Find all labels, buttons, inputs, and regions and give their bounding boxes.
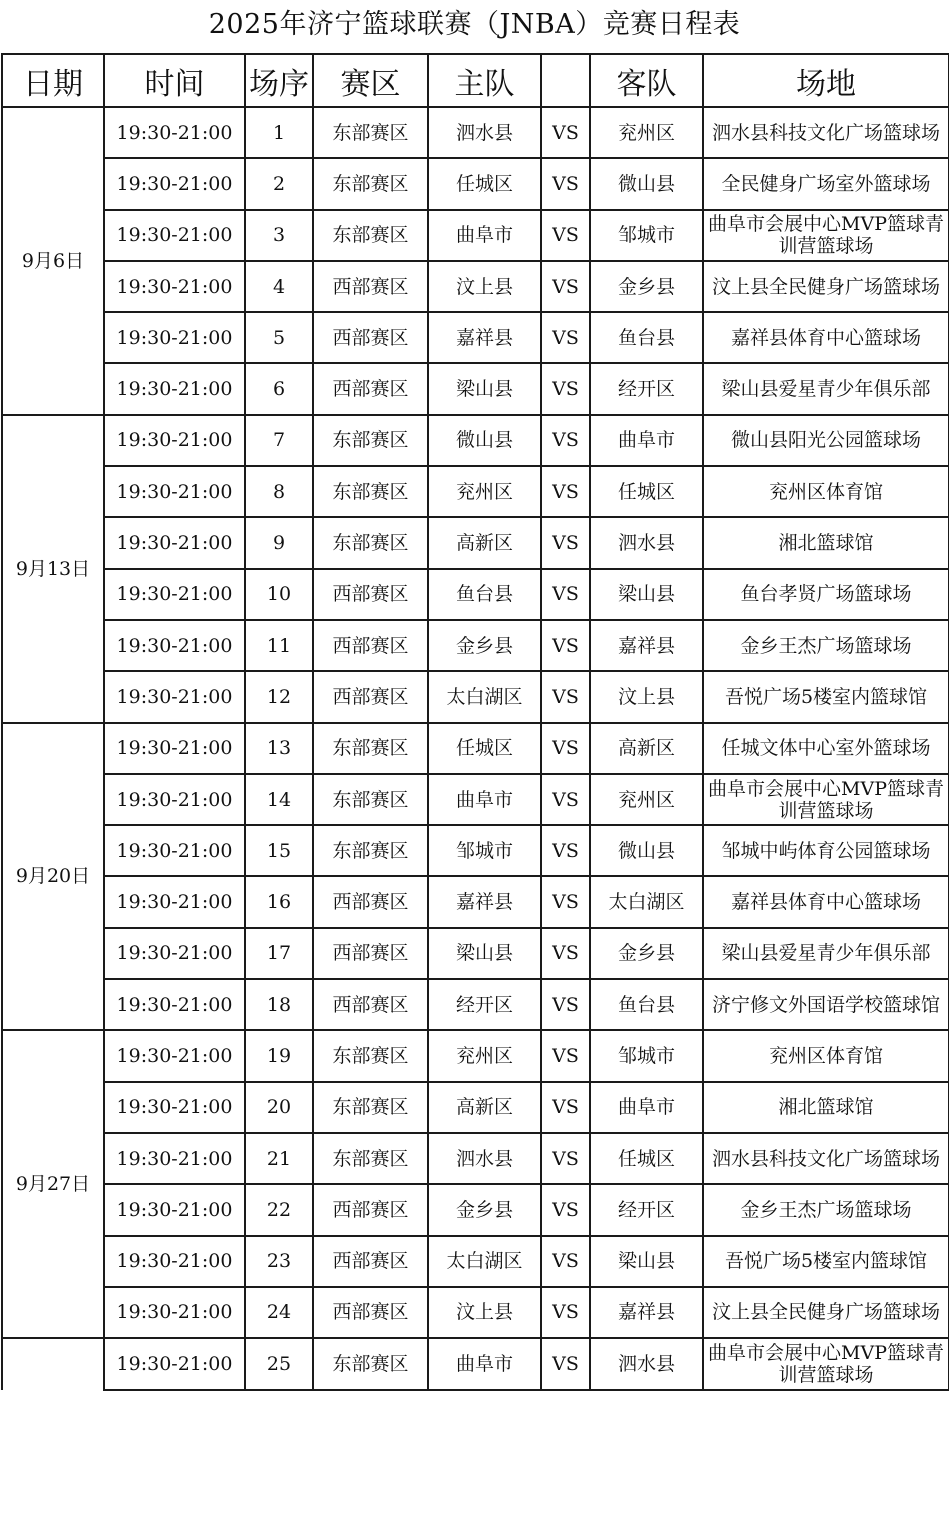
match-time: 19:30-21:00: [104, 1338, 245, 1390]
venue: 汶上县全民健身广场篮球场: [703, 1287, 949, 1338]
table-row: [2, 1030, 949, 1081]
away-team: 任城区: [590, 1133, 703, 1184]
header-home: 主队: [428, 54, 541, 107]
match-number: 21: [245, 1133, 313, 1184]
table-row: [2, 825, 949, 876]
match-zone: 西部赛区: [313, 671, 428, 722]
home-team: 邹城市: [428, 825, 541, 876]
match-number: 4: [245, 261, 313, 312]
away-team: 金乡县: [590, 928, 703, 979]
home-team: 梁山县: [428, 363, 541, 414]
home-team: 太白湖区: [428, 671, 541, 722]
match-zone: 东部赛区: [313, 517, 428, 568]
match-number: 6: [245, 363, 313, 414]
away-team: 汶上县: [590, 671, 703, 722]
match-number: 18: [245, 979, 313, 1030]
table-row: [2, 261, 949, 312]
vs-label: VS: [541, 1184, 590, 1235]
table-row: [2, 1082, 949, 1133]
match-zone: 西部赛区: [313, 620, 428, 671]
match-number: 3: [245, 210, 313, 261]
table-row: [2, 928, 949, 979]
away-team: 太白湖区: [590, 876, 703, 927]
match-zone: 东部赛区: [313, 774, 428, 825]
away-team: 梁山县: [590, 1236, 703, 1287]
match-number: 25: [245, 1338, 313, 1390]
home-team: 曲阜市: [428, 774, 541, 825]
table-row: [2, 107, 949, 158]
home-team: 经开区: [428, 979, 541, 1030]
home-team: 泗水县: [428, 107, 541, 158]
vs-label: VS: [541, 517, 590, 568]
away-team: 曲阜市: [590, 415, 703, 466]
venue: 泗水县科技文化广场篮球场: [703, 1133, 949, 1184]
match-zone: 西部赛区: [313, 1287, 428, 1338]
away-team: 鱼台县: [590, 312, 703, 363]
vs-label: VS: [541, 1082, 590, 1133]
table-row: [2, 312, 949, 363]
venue: 金乡王杰广场篮球场: [703, 620, 949, 671]
venue: 泗水县科技文化广场篮球场: [703, 107, 949, 158]
vs-label: VS: [541, 620, 590, 671]
home-team: 金乡县: [428, 620, 541, 671]
home-team: 鱼台县: [428, 569, 541, 620]
table-row: [2, 210, 949, 261]
vs-label: VS: [541, 415, 590, 466]
venue: 湘北篮球馆: [703, 517, 949, 568]
home-team: 曲阜市: [428, 210, 541, 261]
away-team: 曲阜市: [590, 1082, 703, 1133]
match-zone: 西部赛区: [313, 261, 428, 312]
away-team: 任城区: [590, 466, 703, 517]
table-row: [2, 158, 949, 209]
match-date: 9月27日: [2, 1030, 104, 1338]
table-row: [2, 979, 949, 1030]
header-zone: 赛区: [313, 54, 428, 107]
match-zone: 东部赛区: [313, 466, 428, 517]
away-team: 梁山县: [590, 569, 703, 620]
vs-label: VS: [541, 107, 590, 158]
home-team: 泗水县: [428, 1133, 541, 1184]
away-team: 嘉祥县: [590, 1287, 703, 1338]
match-time: 19:30-21:00: [104, 569, 245, 620]
match-number: 9: [245, 517, 313, 568]
vs-label: VS: [541, 928, 590, 979]
schedule-body: [2, 107, 949, 1390]
vs-label: VS: [541, 466, 590, 517]
match-number: 15: [245, 825, 313, 876]
schedule-table: [1, 53, 949, 1391]
match-zone: 东部赛区: [313, 158, 428, 209]
match-date: [2, 1338, 104, 1390]
venue: 嘉祥县体育中心篮球场: [703, 876, 949, 927]
match-zone: 西部赛区: [313, 876, 428, 927]
away-team: 高新区: [590, 723, 703, 774]
venue: 梁山县爱星青少年俱乐部: [703, 928, 949, 979]
home-team: 汶上县: [428, 261, 541, 312]
vs-label: VS: [541, 158, 590, 209]
table-row: [2, 363, 949, 414]
header-venue: 场地: [703, 54, 949, 107]
vs-label: VS: [541, 569, 590, 620]
venue: 济宁修文外国语学校篮球馆: [703, 979, 949, 1030]
table-row: [2, 774, 949, 825]
match-time: 19:30-21:00: [104, 723, 245, 774]
match-time: 19:30-21:00: [104, 415, 245, 466]
venue: 曲阜市会展中心MVP篮球青训营篮球场: [703, 210, 949, 261]
away-team: 兖州区: [590, 774, 703, 825]
match-zone: 东部赛区: [313, 107, 428, 158]
home-team: 任城区: [428, 158, 541, 209]
venue: 鱼台孝贤广场篮球场: [703, 569, 949, 620]
away-team: 微山县: [590, 158, 703, 209]
table-row: [2, 517, 949, 568]
match-zone: 西部赛区: [313, 1236, 428, 1287]
match-zone: 东部赛区: [313, 1030, 428, 1081]
match-zone: 东部赛区: [313, 1133, 428, 1184]
venue: 湘北篮球馆: [703, 1082, 949, 1133]
venue: 曲阜市会展中心MVP篮球青训营篮球场: [703, 1338, 949, 1390]
match-time: 19:30-21:00: [104, 671, 245, 722]
venue: 曲阜市会展中心MVP篮球青训营篮球场: [703, 774, 949, 825]
match-zone: 西部赛区: [313, 569, 428, 620]
venue: 兖州区体育馆: [703, 466, 949, 517]
home-team: 嘉祥县: [428, 876, 541, 927]
home-team: 微山县: [428, 415, 541, 466]
venue: 吾悦广场5楼室内篮球馆: [703, 671, 949, 722]
table-row: [2, 415, 949, 466]
table-row: [2, 620, 949, 671]
match-number: 16: [245, 876, 313, 927]
page-title: 2025年济宁篮球联赛（JNBA）竞赛日程表: [208, 9, 741, 40]
vs-label: VS: [541, 1338, 590, 1390]
match-number: 5: [245, 312, 313, 363]
match-zone: 东部赛区: [313, 1082, 428, 1133]
match-zone: 西部赛区: [313, 363, 428, 414]
match-time: 19:30-21:00: [104, 825, 245, 876]
page-blank-area: [0, 1440, 949, 1533]
away-team: 经开区: [590, 363, 703, 414]
vs-label: VS: [541, 723, 590, 774]
table-row: [2, 723, 949, 774]
header-time: 时间: [104, 54, 245, 107]
match-number: 11: [245, 620, 313, 671]
match-zone: 东部赛区: [313, 415, 428, 466]
match-time: 19:30-21:00: [104, 1133, 245, 1184]
venue: 梁山县爱星青少年俱乐部: [703, 363, 949, 414]
match-time: 19:30-21:00: [104, 774, 245, 825]
vs-label: VS: [541, 671, 590, 722]
vs-label: VS: [541, 876, 590, 927]
match-number: 10: [245, 569, 313, 620]
home-team: 高新区: [428, 1082, 541, 1133]
match-zone: 西部赛区: [313, 312, 428, 363]
match-number: 1: [245, 107, 313, 158]
vs-label: VS: [541, 1287, 590, 1338]
away-team: 经开区: [590, 1184, 703, 1235]
away-team: 嘉祥县: [590, 620, 703, 671]
match-time: 19:30-21:00: [104, 1082, 245, 1133]
match-time: 19:30-21:00: [104, 1236, 245, 1287]
match-zone: 东部赛区: [313, 723, 428, 774]
venue: 任城文体中心室外篮球场: [703, 723, 949, 774]
match-number: 8: [245, 466, 313, 517]
vs-label: VS: [541, 1133, 590, 1184]
match-time: 19:30-21:00: [104, 620, 245, 671]
vs-label: VS: [541, 210, 590, 261]
table-row: [2, 1236, 949, 1287]
match-number: 24: [245, 1287, 313, 1338]
match-date: 9月6日: [2, 107, 104, 415]
match-number: 23: [245, 1236, 313, 1287]
venue: 嘉祥县体育中心篮球场: [703, 312, 949, 363]
away-team: 微山县: [590, 825, 703, 876]
away-team: 兖州区: [590, 107, 703, 158]
vs-label: VS: [541, 261, 590, 312]
home-team: 任城区: [428, 723, 541, 774]
away-team: 泗水县: [590, 1338, 703, 1390]
match-date: 9月20日: [2, 723, 104, 1031]
match-date: 9月13日: [2, 415, 104, 723]
home-team: 嘉祥县: [428, 312, 541, 363]
match-number: 19: [245, 1030, 313, 1081]
match-time: 19:30-21:00: [104, 1184, 245, 1235]
table-row: [2, 876, 949, 927]
match-zone: 东部赛区: [313, 825, 428, 876]
venue: 全民健身广场室外篮球场: [703, 158, 949, 209]
match-time: 19:30-21:00: [104, 107, 245, 158]
home-team: 曲阜市: [428, 1338, 541, 1390]
match-number: 22: [245, 1184, 313, 1235]
table-row: [2, 1287, 949, 1338]
match-number: 7: [245, 415, 313, 466]
home-team: 梁山县: [428, 928, 541, 979]
venue: 邹城中屿体育公园篮球场: [703, 825, 949, 876]
vs-label: VS: [541, 979, 590, 1030]
match-time: 19:30-21:00: [104, 1030, 245, 1081]
vs-label: VS: [541, 312, 590, 363]
away-team: 鱼台县: [590, 979, 703, 1030]
match-time: 19:30-21:00: [104, 158, 245, 209]
header-vs: [541, 54, 590, 107]
venue: 汶上县全民健身广场篮球场: [703, 261, 949, 312]
match-time: 19:30-21:00: [104, 261, 245, 312]
match-time: 19:30-21:00: [104, 312, 245, 363]
home-team: 兖州区: [428, 466, 541, 517]
table-row: [2, 1338, 949, 1390]
away-team: 邹城市: [590, 1030, 703, 1081]
match-number: 12: [245, 671, 313, 722]
match-number: 17: [245, 928, 313, 979]
match-time: 19:30-21:00: [104, 210, 245, 261]
match-zone: 东部赛区: [313, 1338, 428, 1390]
venue: 微山县阳光公园篮球场: [703, 415, 949, 466]
header-date: 日期: [2, 54, 104, 107]
match-number: 2: [245, 158, 313, 209]
table-row: [2, 1184, 949, 1235]
header-away: 客队: [590, 54, 703, 107]
match-time: 19:30-21:00: [104, 466, 245, 517]
home-team: 兖州区: [428, 1030, 541, 1081]
away-team: 泗水县: [590, 517, 703, 568]
home-team: 太白湖区: [428, 1236, 541, 1287]
vs-label: VS: [541, 825, 590, 876]
home-team: 高新区: [428, 517, 541, 568]
match-zone: 东部赛区: [313, 210, 428, 261]
table-row: [2, 1133, 949, 1184]
match-zone: 西部赛区: [313, 979, 428, 1030]
table-row: [2, 466, 949, 517]
table-row: [2, 569, 949, 620]
venue: 金乡王杰广场篮球场: [703, 1184, 949, 1235]
home-team: 金乡县: [428, 1184, 541, 1235]
match-time: 19:30-21:00: [104, 363, 245, 414]
away-team: 邹城市: [590, 210, 703, 261]
venue: 吾悦广场5楼室内篮球馆: [703, 1236, 949, 1287]
match-time: 19:30-21:00: [104, 1287, 245, 1338]
vs-label: VS: [541, 1236, 590, 1287]
match-time: 19:30-21:00: [104, 979, 245, 1030]
match-number: 14: [245, 774, 313, 825]
match-zone: 西部赛区: [313, 928, 428, 979]
match-time: 19:30-21:00: [104, 928, 245, 979]
home-team: 汶上县: [428, 1287, 541, 1338]
match-number: 13: [245, 723, 313, 774]
venue: 兖州区体育馆: [703, 1030, 949, 1081]
match-time: 19:30-21:00: [104, 517, 245, 568]
header-row: [2, 54, 949, 107]
match-zone: 西部赛区: [313, 1184, 428, 1235]
away-team: 金乡县: [590, 261, 703, 312]
vs-label: VS: [541, 774, 590, 825]
vs-label: VS: [541, 363, 590, 414]
match-number: 20: [245, 1082, 313, 1133]
vs-label: VS: [541, 1030, 590, 1081]
table-row: [2, 671, 949, 722]
match-time: 19:30-21:00: [104, 876, 245, 927]
header-order: 场序: [245, 54, 313, 107]
